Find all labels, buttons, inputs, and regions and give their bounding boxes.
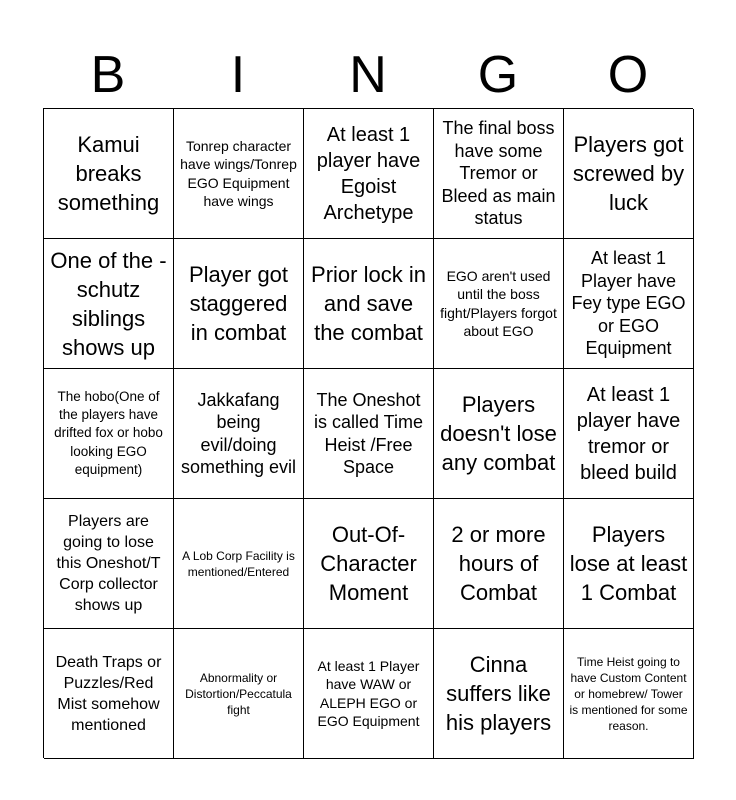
cell-text: Players lose at least 1 Combat (569, 522, 688, 605)
bingo-cell-r3c3[interactable] (304, 369, 434, 499)
bingo-cell-r5c4[interactable] (434, 629, 564, 759)
header-letter-b: B (90, 46, 126, 104)
cell-text: Jakkafang being evil/doing something evil (180, 389, 297, 477)
bingo-cell-r3c4[interactable] (434, 369, 564, 499)
bingo-board (43, 108, 693, 758)
bingo-cell-r1c4[interactable] (434, 109, 564, 239)
cell-text: 2 or more hours of Combat (451, 522, 546, 605)
bingo-cell-r5c1[interactable] (44, 629, 174, 759)
cell-text: Kamui breaks something (57, 132, 160, 215)
cell-text: EGO aren't used until the boss fight/Players forgot about EGO (440, 267, 557, 339)
cell-text: One of the -schutz siblings shows up (50, 247, 167, 360)
bingo-cell-r2c2[interactable] (174, 239, 304, 369)
bingo-cell-r1c1[interactable] (44, 109, 174, 239)
cell-text: At least 1 Player have Fey type EGO or EGO Equipment (571, 248, 686, 359)
bingo-cell-r2c4[interactable] (434, 239, 564, 369)
bingo-cell-r4c2[interactable] (174, 499, 304, 629)
cell-text: The Oneshot is called Time Heist /Free Space (313, 389, 424, 477)
cell-text: The hobo(One of the players have drifted fox or hobo looking EGO equipment) (54, 388, 163, 477)
bingo-cell-r3c1[interactable] (44, 369, 174, 499)
header-letter-o: O (607, 46, 649, 104)
bingo-cell-r4c4[interactable] (434, 499, 564, 629)
cell-text: Cinna suffers like his players (445, 652, 552, 735)
bingo-cell-r3c2[interactable] (174, 369, 304, 499)
header-letter-g: G (477, 46, 519, 104)
cell-text: At least 1 player have Egoist Archetype (316, 123, 421, 224)
bingo-cell-r5c5[interactable] (564, 629, 694, 759)
cell-text: Tonrep character have wings/Tonrep EGO Equipment have wings (180, 137, 297, 209)
cell-text: At least 1 Player have WAW or ALEPH EGO or EGO Equipment (317, 657, 420, 729)
bingo-cell-r2c3[interactable] (304, 239, 434, 369)
bingo-cell-r4c3[interactable] (304, 499, 434, 629)
cell-text: Player got staggered in combat (188, 262, 289, 345)
cell-text: Time Heist going to have Custom Content or homebrew/ Tower is mentioned for some reason. (569, 654, 688, 733)
bingo-cell-r1c2[interactable] (174, 109, 304, 239)
cell-text: Players doesn't lose any combat (440, 392, 557, 475)
bingo-cell-r3c5[interactable] (564, 369, 694, 499)
cell-text: Prior lock in and save the combat (311, 262, 426, 345)
cell-text: At least 1 player have tremor or bleed build (576, 383, 681, 484)
cell-text: Out-Of-Character Moment (320, 522, 417, 605)
header-letter-i: I (230, 46, 246, 104)
header-letter-n: N (349, 46, 387, 104)
bingo-cell-r1c3[interactable] (304, 109, 434, 239)
cell-text: A Lob Corp Facility is mentioned/Entered (182, 548, 295, 579)
bingo-cell-r5c3[interactable] (304, 629, 434, 759)
bingo-cell-r4c1[interactable] (44, 499, 174, 629)
cell-text: Players got screwed by luck (572, 132, 685, 215)
bingo-cell-r5c2[interactable] (174, 629, 304, 759)
bingo-cell-r2c5[interactable] (564, 239, 694, 369)
cell-text: Death Traps or Puzzles/Red Mist somehow mentioned (55, 653, 162, 734)
bingo-cell-r1c5[interactable] (564, 109, 694, 239)
cell-text: Abnormality or Distortion/Peccatula fight (185, 670, 292, 717)
bingo-cell-r4c5[interactable] (564, 499, 694, 629)
cell-text: Players are going to lose this Oneshot/T Corp collector shows up (56, 513, 161, 614)
bingo-header (43, 42, 693, 108)
bingo-cell-r2c1[interactable] (44, 239, 174, 369)
cell-text: The final boss have some Tremor or Bleed as main status (441, 118, 556, 229)
